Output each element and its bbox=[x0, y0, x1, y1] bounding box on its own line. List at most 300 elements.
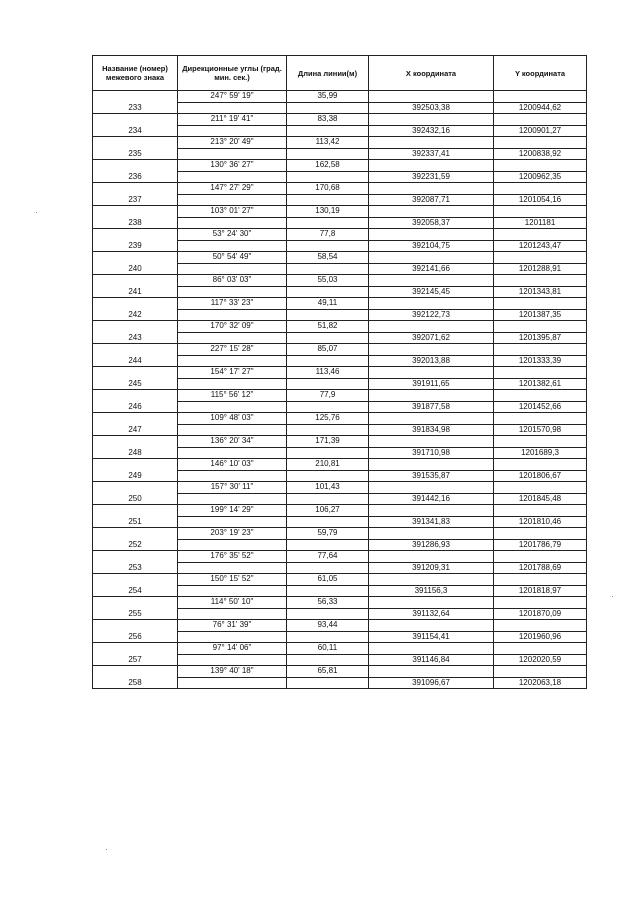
x-coordinate: 392122,73 bbox=[369, 309, 494, 321]
x-coordinate: 392013,88 bbox=[369, 355, 494, 367]
x-coordinate: 392432,16 bbox=[369, 125, 494, 137]
blank-cell bbox=[287, 171, 369, 183]
segment-row bbox=[93, 390, 587, 402]
blank-cell bbox=[494, 574, 587, 586]
line-length: 170,68 bbox=[287, 183, 369, 195]
blank-cell bbox=[369, 183, 494, 195]
y-coordinate: 1202063,18 bbox=[494, 677, 587, 689]
direction-angle: 97° 14' 06" bbox=[178, 643, 287, 655]
blank-cell bbox=[178, 286, 287, 298]
line-length: 171,39 bbox=[287, 436, 369, 448]
direction-angle: 103° 01' 27" bbox=[178, 206, 287, 218]
blank-cell bbox=[287, 332, 369, 344]
blank-cell bbox=[494, 137, 587, 149]
blank-cell bbox=[178, 447, 287, 459]
line-length: 101,43 bbox=[287, 482, 369, 494]
blank-cell bbox=[369, 505, 494, 517]
blank-cell bbox=[369, 390, 494, 402]
blank-cell bbox=[93, 206, 178, 218]
blank-cell bbox=[494, 643, 587, 655]
segment-row bbox=[93, 229, 587, 241]
blank-cell bbox=[178, 102, 287, 114]
point-name: 241 bbox=[93, 286, 178, 298]
blank-cell bbox=[178, 355, 287, 367]
y-coordinate: 1201395,87 bbox=[494, 332, 587, 344]
point-name: 235 bbox=[93, 148, 178, 160]
line-length: 56,33 bbox=[287, 597, 369, 609]
segment-row bbox=[93, 597, 587, 609]
x-coordinate: 392231,59 bbox=[369, 171, 494, 183]
blank-cell bbox=[369, 620, 494, 632]
x-coordinate: 391834,98 bbox=[369, 424, 494, 436]
line-length: 65,81 bbox=[287, 666, 369, 678]
blank-cell bbox=[494, 597, 587, 609]
segment-row bbox=[93, 206, 587, 218]
blank-cell bbox=[369, 574, 494, 586]
point-name: 234 bbox=[93, 125, 178, 137]
x-coordinate: 391156,3 bbox=[369, 585, 494, 597]
blank-cell bbox=[287, 263, 369, 275]
blank-cell bbox=[287, 562, 369, 574]
direction-angle: 150° 15' 52" bbox=[178, 574, 287, 586]
direction-angle: 50° 54' 49" bbox=[178, 252, 287, 264]
blank-cell bbox=[494, 275, 587, 287]
blank-cell bbox=[178, 309, 287, 321]
direction-angle: 76° 31' 39" bbox=[178, 620, 287, 632]
line-length: 58,54 bbox=[287, 252, 369, 264]
direction-angle: 146° 10' 03" bbox=[178, 459, 287, 471]
blank-cell bbox=[93, 344, 178, 356]
blank-cell bbox=[494, 528, 587, 540]
blank-cell bbox=[494, 482, 587, 494]
direction-angle: 170° 32' 09" bbox=[178, 321, 287, 333]
line-length: 85,07 bbox=[287, 344, 369, 356]
table-row bbox=[93, 217, 587, 229]
direction-angle: 199° 14' 29" bbox=[178, 505, 287, 517]
blank-cell bbox=[287, 102, 369, 114]
blank-cell bbox=[494, 505, 587, 517]
blank-cell bbox=[369, 229, 494, 241]
blank-cell bbox=[93, 229, 178, 241]
x-coordinate: 391096,67 bbox=[369, 677, 494, 689]
y-coordinate: 1201845,48 bbox=[494, 493, 587, 505]
point-name: 249 bbox=[93, 470, 178, 482]
blank-cell bbox=[178, 240, 287, 252]
point-name: 239 bbox=[93, 240, 178, 252]
x-coordinate: 392145,45 bbox=[369, 286, 494, 298]
blank-cell bbox=[178, 125, 287, 137]
blank-cell bbox=[287, 654, 369, 666]
segment-row bbox=[93, 413, 587, 425]
blank-cell bbox=[93, 252, 178, 264]
segment-row bbox=[93, 252, 587, 264]
blank-cell bbox=[93, 620, 178, 632]
segment-row bbox=[93, 183, 587, 195]
blank-cell bbox=[178, 171, 287, 183]
table-row bbox=[93, 447, 587, 459]
blank-cell bbox=[93, 91, 178, 103]
table-row bbox=[93, 654, 587, 666]
header-line-length: Длина линии(м) bbox=[287, 56, 369, 91]
blank-cell bbox=[178, 654, 287, 666]
segment-row bbox=[93, 321, 587, 333]
blank-cell bbox=[178, 608, 287, 620]
header-x-coordinate: X координата bbox=[369, 56, 494, 91]
x-coordinate: 391286,93 bbox=[369, 539, 494, 551]
x-coordinate: 392503,38 bbox=[369, 102, 494, 114]
table-body bbox=[93, 91, 587, 689]
blank-cell bbox=[369, 643, 494, 655]
blank-cell bbox=[178, 470, 287, 482]
blank-cell bbox=[494, 321, 587, 333]
scan-speck bbox=[106, 849, 107, 850]
blank-cell bbox=[369, 597, 494, 609]
x-coordinate: 391209,31 bbox=[369, 562, 494, 574]
line-length: 113,42 bbox=[287, 137, 369, 149]
x-coordinate: 392337,41 bbox=[369, 148, 494, 160]
direction-angle: 117° 33' 23" bbox=[178, 298, 287, 310]
blank-cell bbox=[93, 574, 178, 586]
y-coordinate: 1201333,39 bbox=[494, 355, 587, 367]
blank-cell bbox=[287, 148, 369, 160]
blank-cell bbox=[369, 344, 494, 356]
y-coordinate: 1201288,91 bbox=[494, 263, 587, 275]
table-row bbox=[93, 562, 587, 574]
segment-row bbox=[93, 160, 587, 172]
table-row bbox=[93, 493, 587, 505]
y-coordinate: 1200944,62 bbox=[494, 102, 587, 114]
y-coordinate: 1201181 bbox=[494, 217, 587, 229]
direction-angle: 53° 24' 30" bbox=[178, 229, 287, 241]
blank-cell bbox=[369, 666, 494, 678]
segment-row bbox=[93, 367, 587, 379]
blank-cell bbox=[494, 183, 587, 195]
blank-cell bbox=[93, 298, 178, 310]
blank-cell bbox=[93, 551, 178, 563]
blank-cell bbox=[178, 217, 287, 229]
line-length: 83,38 bbox=[287, 114, 369, 126]
blank-cell bbox=[494, 114, 587, 126]
blank-cell bbox=[93, 390, 178, 402]
line-length: 55,03 bbox=[287, 275, 369, 287]
header-y-coordinate: Y координата bbox=[494, 56, 587, 91]
table-row bbox=[93, 401, 587, 413]
blank-cell bbox=[287, 539, 369, 551]
y-coordinate: 1200838,92 bbox=[494, 148, 587, 160]
point-name: 254 bbox=[93, 585, 178, 597]
table-row bbox=[93, 194, 587, 206]
direction-angle: 176° 35' 52" bbox=[178, 551, 287, 563]
point-name: 246 bbox=[93, 401, 178, 413]
blank-cell bbox=[494, 367, 587, 379]
blank-cell bbox=[93, 413, 178, 425]
y-coordinate: 1201806,67 bbox=[494, 470, 587, 482]
blank-cell bbox=[369, 252, 494, 264]
blank-cell bbox=[287, 217, 369, 229]
blank-cell bbox=[494, 206, 587, 218]
blank-cell bbox=[178, 263, 287, 275]
blank-cell bbox=[178, 631, 287, 643]
line-length: 60,11 bbox=[287, 643, 369, 655]
blank-cell bbox=[178, 378, 287, 390]
direction-angle: 86° 03' 03" bbox=[178, 275, 287, 287]
header-point-name: Название (номер) межевого знака bbox=[93, 56, 178, 91]
x-coordinate: 391877,58 bbox=[369, 401, 494, 413]
blank-cell bbox=[287, 355, 369, 367]
y-coordinate: 1201054,16 bbox=[494, 194, 587, 206]
y-coordinate: 1201960,96 bbox=[494, 631, 587, 643]
blank-cell bbox=[93, 505, 178, 517]
segment-row bbox=[93, 436, 587, 448]
table-row bbox=[93, 470, 587, 482]
point-name: 257 bbox=[93, 654, 178, 666]
y-coordinate: 1201570,98 bbox=[494, 424, 587, 436]
direction-angle: 213° 20' 49" bbox=[178, 137, 287, 149]
y-coordinate: 1201343,81 bbox=[494, 286, 587, 298]
blank-cell bbox=[369, 206, 494, 218]
direction-angle: 136° 20' 34" bbox=[178, 436, 287, 448]
point-name: 255 bbox=[93, 608, 178, 620]
header-row bbox=[93, 56, 587, 91]
y-coordinate: 1201382,61 bbox=[494, 378, 587, 390]
header-direction-angle: Дирекционные углы (град. мин. сек.) bbox=[178, 56, 287, 91]
x-coordinate: 391341,83 bbox=[369, 516, 494, 528]
blank-cell bbox=[494, 229, 587, 241]
point-name: 247 bbox=[93, 424, 178, 436]
line-length: 61,05 bbox=[287, 574, 369, 586]
table-row bbox=[93, 585, 587, 597]
x-coordinate: 392087,71 bbox=[369, 194, 494, 206]
blank-cell bbox=[494, 298, 587, 310]
line-length: 106,27 bbox=[287, 505, 369, 517]
blank-cell bbox=[369, 137, 494, 149]
x-coordinate: 392071,62 bbox=[369, 332, 494, 344]
direction-angle: 130° 36' 27" bbox=[178, 160, 287, 172]
y-coordinate: 1200901,27 bbox=[494, 125, 587, 137]
blank-cell bbox=[287, 608, 369, 620]
blank-cell bbox=[494, 551, 587, 563]
blank-cell bbox=[369, 275, 494, 287]
line-length: 93,44 bbox=[287, 620, 369, 632]
table-row bbox=[93, 539, 587, 551]
table-row bbox=[93, 332, 587, 344]
segment-row bbox=[93, 528, 587, 540]
point-name: 237 bbox=[93, 194, 178, 206]
blank-cell bbox=[369, 413, 494, 425]
blank-cell bbox=[287, 378, 369, 390]
table-row bbox=[93, 240, 587, 252]
table-row bbox=[93, 378, 587, 390]
segment-row bbox=[93, 137, 587, 149]
point-name: 233 bbox=[93, 102, 178, 114]
blank-cell bbox=[93, 183, 178, 195]
direction-angle: 115° 56' 12" bbox=[178, 390, 287, 402]
blank-cell bbox=[93, 459, 178, 471]
table-row bbox=[93, 516, 587, 528]
blank-cell bbox=[178, 493, 287, 505]
blank-cell bbox=[178, 585, 287, 597]
y-coordinate: 1201870,09 bbox=[494, 608, 587, 620]
x-coordinate: 391146,84 bbox=[369, 654, 494, 666]
blank-cell bbox=[369, 160, 494, 172]
y-coordinate: 1201452,66 bbox=[494, 401, 587, 413]
segment-row bbox=[93, 344, 587, 356]
blank-cell bbox=[287, 677, 369, 689]
table-row bbox=[93, 608, 587, 620]
x-coordinate: 392141,66 bbox=[369, 263, 494, 275]
y-coordinate: 1201788,69 bbox=[494, 562, 587, 574]
point-name: 253 bbox=[93, 562, 178, 574]
point-name: 242 bbox=[93, 309, 178, 321]
blank-cell bbox=[178, 562, 287, 574]
direction-angle: 211° 19' 41" bbox=[178, 114, 287, 126]
segment-row bbox=[93, 666, 587, 678]
blank-cell bbox=[287, 585, 369, 597]
blank-cell bbox=[369, 298, 494, 310]
blank-cell bbox=[93, 482, 178, 494]
line-length: 51,82 bbox=[287, 321, 369, 333]
y-coordinate: 1201387,35 bbox=[494, 309, 587, 321]
point-name: 248 bbox=[93, 447, 178, 459]
y-coordinate: 1201689,3 bbox=[494, 447, 587, 459]
line-length: 77,64 bbox=[287, 551, 369, 563]
blank-cell bbox=[494, 344, 587, 356]
segment-row bbox=[93, 482, 587, 494]
blank-cell bbox=[287, 401, 369, 413]
blank-cell bbox=[93, 436, 178, 448]
x-coordinate: 391710,98 bbox=[369, 447, 494, 459]
blank-cell bbox=[93, 137, 178, 149]
blank-cell bbox=[494, 436, 587, 448]
x-coordinate: 391535,87 bbox=[369, 470, 494, 482]
segment-row bbox=[93, 275, 587, 287]
blank-cell bbox=[369, 114, 494, 126]
blank-cell bbox=[369, 321, 494, 333]
x-coordinate: 392058,37 bbox=[369, 217, 494, 229]
blank-cell bbox=[494, 252, 587, 264]
scan-speck bbox=[36, 212, 37, 213]
blank-cell bbox=[178, 424, 287, 436]
point-name: 236 bbox=[93, 171, 178, 183]
table-row bbox=[93, 424, 587, 436]
point-name: 256 bbox=[93, 631, 178, 643]
point-name: 240 bbox=[93, 263, 178, 275]
line-length: 77,8 bbox=[287, 229, 369, 241]
direction-angle: 227° 15' 28" bbox=[178, 344, 287, 356]
blank-cell bbox=[494, 459, 587, 471]
blank-cell bbox=[93, 528, 178, 540]
line-length: 49,11 bbox=[287, 298, 369, 310]
table-row bbox=[93, 309, 587, 321]
segment-row bbox=[93, 114, 587, 126]
table-row bbox=[93, 286, 587, 298]
line-length: 77,9 bbox=[287, 390, 369, 402]
point-name: 250 bbox=[93, 493, 178, 505]
blank-cell bbox=[93, 321, 178, 333]
segment-row bbox=[93, 551, 587, 563]
table-row bbox=[93, 677, 587, 689]
line-length: 59,79 bbox=[287, 528, 369, 540]
blank-cell bbox=[287, 286, 369, 298]
line-length: 130,19 bbox=[287, 206, 369, 218]
blank-cell bbox=[287, 631, 369, 643]
blank-cell bbox=[494, 91, 587, 103]
x-coordinate: 392104,75 bbox=[369, 240, 494, 252]
blank-cell bbox=[178, 401, 287, 413]
direction-angle: 247° 59' 19" bbox=[178, 91, 287, 103]
blank-cell bbox=[287, 493, 369, 505]
point-name: 258 bbox=[93, 677, 178, 689]
table-row bbox=[93, 102, 587, 114]
segment-row bbox=[93, 298, 587, 310]
blank-cell bbox=[369, 459, 494, 471]
table-row bbox=[93, 171, 587, 183]
direction-angle: 154° 17' 27" bbox=[178, 367, 287, 379]
blank-cell bbox=[93, 597, 178, 609]
blank-cell bbox=[494, 160, 587, 172]
blank-cell bbox=[369, 528, 494, 540]
table-row bbox=[93, 355, 587, 367]
y-coordinate: 1201810,46 bbox=[494, 516, 587, 528]
blank-cell bbox=[287, 470, 369, 482]
blank-cell bbox=[178, 677, 287, 689]
direction-angle: 114° 50' 10" bbox=[178, 597, 287, 609]
blank-cell bbox=[178, 332, 287, 344]
y-coordinate: 1201243,47 bbox=[494, 240, 587, 252]
segment-row bbox=[93, 91, 587, 103]
y-coordinate: 1201818,97 bbox=[494, 585, 587, 597]
line-length: 125,76 bbox=[287, 413, 369, 425]
x-coordinate: 391132,64 bbox=[369, 608, 494, 620]
x-coordinate: 391154,41 bbox=[369, 631, 494, 643]
blank-cell bbox=[287, 447, 369, 459]
y-coordinate: 1202020,59 bbox=[494, 654, 587, 666]
direction-angle: 147° 27' 29" bbox=[178, 183, 287, 195]
blank-cell bbox=[494, 620, 587, 632]
direction-angle: 139° 40' 18" bbox=[178, 666, 287, 678]
blank-cell bbox=[93, 666, 178, 678]
point-name: 252 bbox=[93, 539, 178, 551]
point-name: 251 bbox=[93, 516, 178, 528]
x-coordinate: 391911,65 bbox=[369, 378, 494, 390]
line-length: 113,46 bbox=[287, 367, 369, 379]
segment-row bbox=[93, 620, 587, 632]
scan-speck bbox=[612, 596, 613, 597]
point-name: 244 bbox=[93, 355, 178, 367]
line-length: 162,58 bbox=[287, 160, 369, 172]
table-row bbox=[93, 125, 587, 137]
point-name: 245 bbox=[93, 378, 178, 390]
line-length: 35,99 bbox=[287, 91, 369, 103]
segment-row bbox=[93, 574, 587, 586]
x-coordinate: 391442,16 bbox=[369, 493, 494, 505]
blank-cell bbox=[93, 275, 178, 287]
table-row bbox=[93, 263, 587, 275]
line-length: 210,81 bbox=[287, 459, 369, 471]
blank-cell bbox=[93, 643, 178, 655]
direction-angle: 157° 30' 11" bbox=[178, 482, 287, 494]
point-name: 238 bbox=[93, 217, 178, 229]
blank-cell bbox=[369, 551, 494, 563]
blank-cell bbox=[369, 436, 494, 448]
blank-cell bbox=[287, 240, 369, 252]
segment-row bbox=[93, 505, 587, 517]
direction-angle: 203° 19' 23" bbox=[178, 528, 287, 540]
blank-cell bbox=[178, 539, 287, 551]
blank-cell bbox=[494, 666, 587, 678]
blank-cell bbox=[287, 125, 369, 137]
blank-cell bbox=[178, 516, 287, 528]
